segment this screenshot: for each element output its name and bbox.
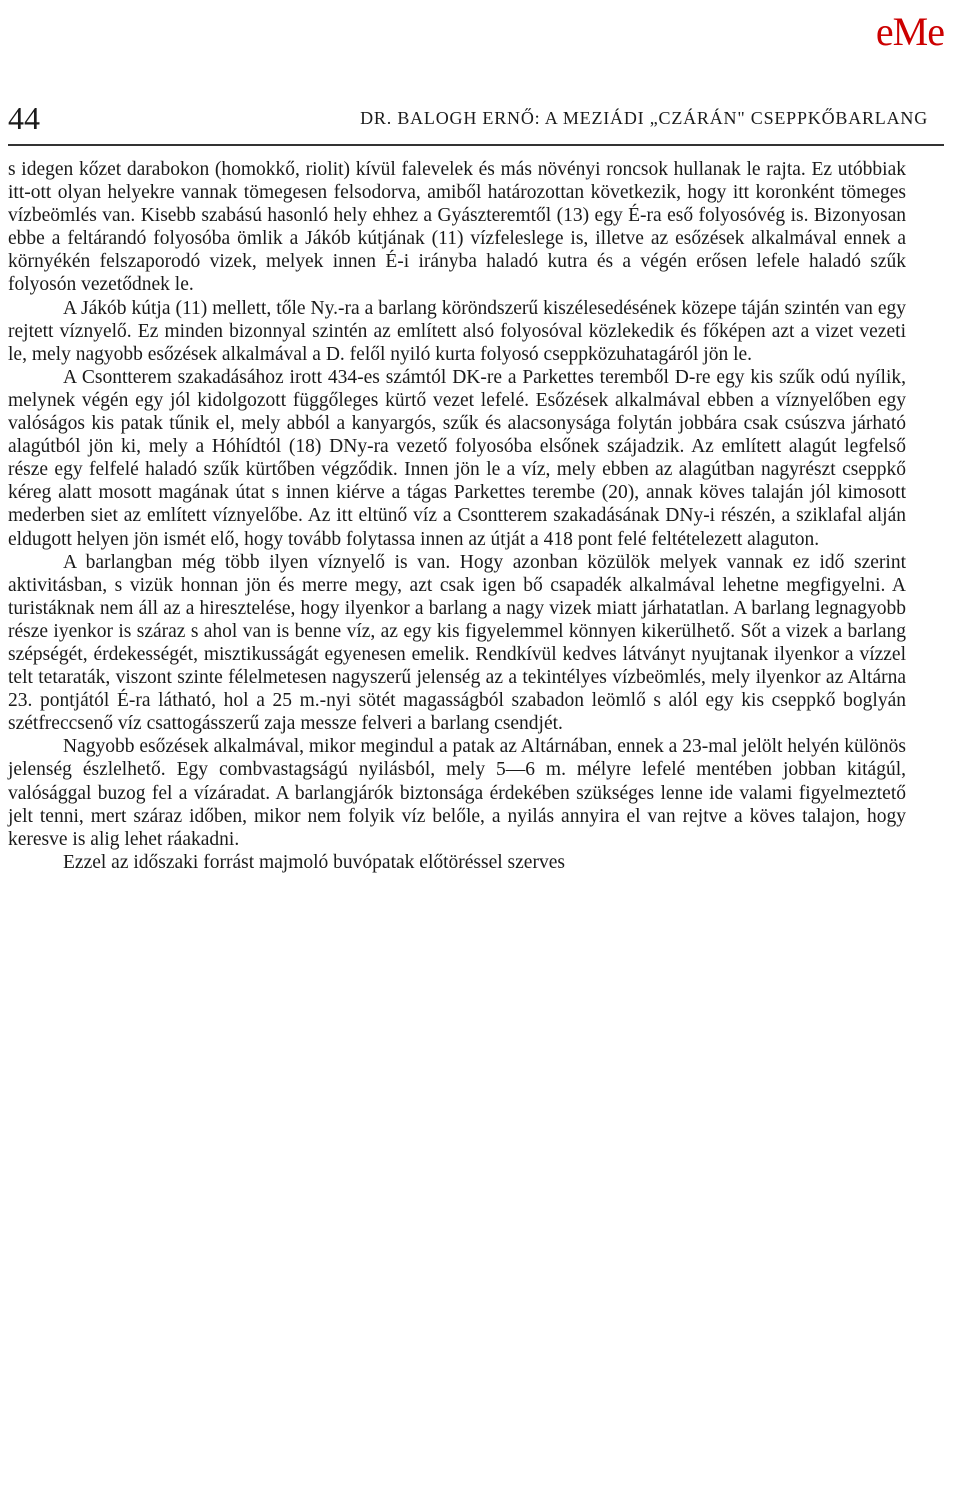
paragraph-3: A Csontterem szakadásához irott 434-es számtól DK-re a Parkettes teremből D-re egy kis szűk odú nyílik, melynek végén egy jól kidolgozott függőleges kürtő vezet lefelé. Esőzések alkalmával ebben a víznyelőben egy valóságos kis patak tűnik el, mely abból a kanyargós, szűk és alacsonysága folytán jobbára csak csúszva járható alagútból jön ki, mely a Hóhídtól (18) DNy-ra vezető folyosóba elsőnek szájadzik. Az említett alagút legfelső része egy felfelé haladó szűk kürtőben végződik. Innen jön le a víz, mely ebben az alagútban nagyrészt cseppkő kéreg alatt mosott magának útat s innen kiérve a tágas Parkettes terembe (20), annak köves talaján jól kimosott mederben siet az említett víznyelőbe. Az itt eltünő víz a Csontterem szakadásának DNy-i részén, a sziklafal alján eldugott helyen jön ismét elő, hogy tovább folytassa innen az útját a 418 pont felé feltételezett alaguton. [8, 366, 906, 550]
paragraph-5: Nagyobb esőzések alkalmával, mikor megindul a patak az Altárnában, ennek a 23-mal jelölt helyén különös jelenség észlelhető. Egy combvastagságú nyilásból, mely 5—6 m. mélyre lefelé mentében jobban kitágúl, valósággal buzog fel a vízáradat. A barlangjárók biztonsága érdekében szükséges lenne ide valami figyelmeztető jelt tenni, mert száraz időben, mikor nem folyik víz belőle, a nyilás annyira el van rejtve a köves talajon, hogy keresve is alig lehet ráakadni. [8, 736, 906, 850]
page-number: 44 [8, 100, 40, 136]
paragraph-4: A barlangban még több ilyen víznyelő is van. Hogy azonban közülök melyek vannak ez idő szerint aktivitásban, s vizük honnan jön és merre megy, azt csak igen bő csapadék alkalmával lehetne megfigyelni. A turistáknak nem áll az a hiresztelése, hogy ilyenkor a barlang a nagy vizek miatt járhatatlan. A barlang legnagyobb része iyenkor is száraz s ahol van is benne víz, az egy kis figyelemmel könnyen kikerülhető. Sőt a vizek a barlang szépségét, érdekességét, misztikusságát egyenesen emelik. Rendkívül kedves látványt nyujtanak ilyenkor a vízzel telt tetaraták, viszont szinte félelmetesen nagyszerű jelenség az a tekintélyes vízbeömlés, mely ilyenkor az Altárna 23. pontjától É-ra látható, hol a 25 m.-nyi sötét magasságból szabadon leömlő s alól egy kis cseppkő boglyán szétfreccsenő víz csattogásszerű zaja messze felveri a barlang csendjét. [8, 551, 906, 735]
paragraph-2: A Jákób kútja (11) mellett, tőle Ny.-ra a barlang köröndszerű kiszélesedésének közepe táján szintén van egy rejtett víznyelő. Ez minden bizonnyal szintén az említett alsó folyosóval közlekedik és főképen azt a vizet vezeti le, mely nagyobb esőzések alkalmával a D. felől nyiló kurta folyosó cseppközuhatagáról jön le. [8, 297, 906, 365]
header-rule [8, 144, 944, 146]
publisher-logo: eMe [875, 9, 944, 54]
paragraph-1: s idegen kőzet darabokon (homokkő, riolit) kívül falevelek és más növényi roncsok hullanak le rajta. Ez utóbbiak itt-ott olyan helyekre vannak tömegesen felsodorva, amiből határozottan következik, hogy itt koronként tömeges vízbeömlés van. Kisebb szabású hasonló hely ehhez a Gyászteremtől (13) egy É-ra eső folyosóvég is. Bizonyosan ebbe a feltárandó folyosóba ömlik a Jákób kútjának (11) vízfeleslege is, illetve az esőzések alkalmával ennek a környékén felszaporodó vizek, melyek innen É-i irányba haladó kutra és a végén erősen lefele haladó szűk folyosón vezetődnek le. [8, 159, 906, 296]
running-head [8, 98, 928, 138]
header-title: DR. BALOGH ERNŐ: A MEZIÁDI „CZÁRÁN" CSEPPKŐBARLANG [360, 108, 928, 128]
paragraph-6: Ezzel az időszaki forrást majmoló buvópatak előtöréssel szerves [63, 851, 565, 873]
body-text [8, 158, 906, 874]
